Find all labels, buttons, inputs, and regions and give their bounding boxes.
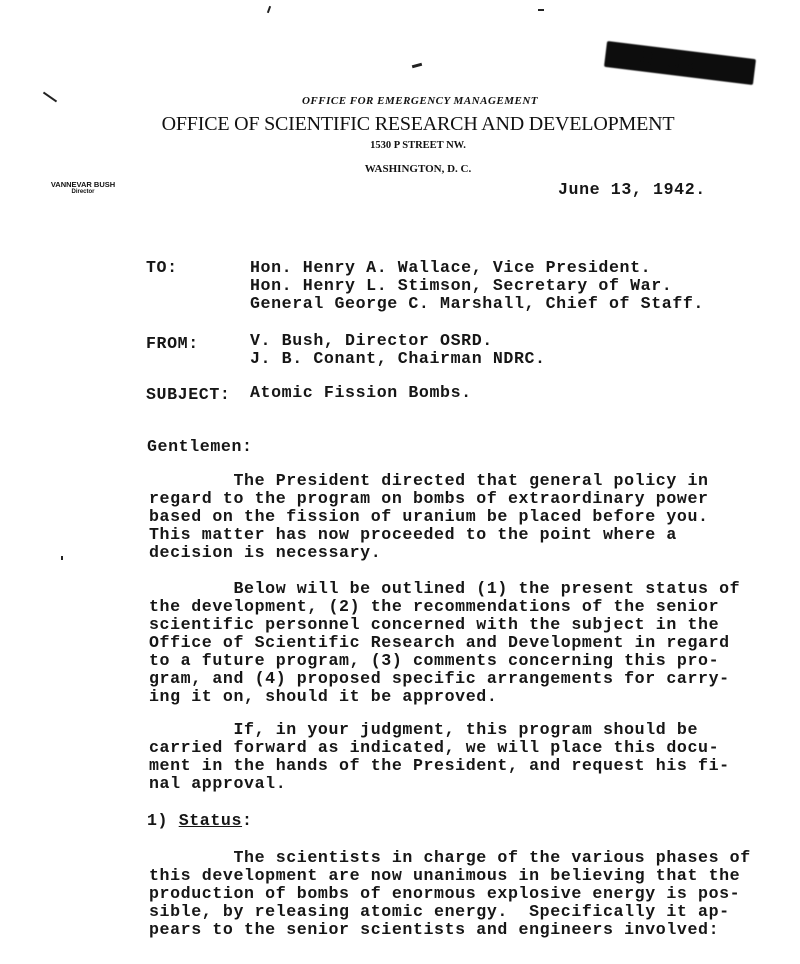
paragraph-line: Below will be outlined (1) the present status of xyxy=(149,579,741,598)
salutation: Gentlemen: xyxy=(147,437,253,456)
subject-text: Atomic Fission Bombs. xyxy=(250,383,472,402)
to-label: TO: xyxy=(146,258,178,277)
office-city: WASHINGTON, D. C. xyxy=(364,163,472,175)
subject-label: SUBJECT: xyxy=(146,385,231,404)
office-name: OFFICE OF SCIENTIFIC RESEARCH AND DEVELOPMENT xyxy=(161,113,675,135)
paragraph-line: carried forward as indicated, we will place this docu- xyxy=(149,738,720,757)
paragraph-line: pears to the senior scientists and engineers involved: xyxy=(149,920,720,939)
paragraph-line: based on the fission of uranium be placed before you. xyxy=(149,507,709,526)
scan-speck xyxy=(538,9,544,11)
paragraph-line: This matter has now proceeded to the point where a xyxy=(149,525,677,544)
paragraph-line: ing it on, should it be approved. xyxy=(149,687,498,706)
paragraph-line: production of bombs of enormous explosive energy is pos- xyxy=(149,884,741,903)
paragraph-line: regard to the program on bombs of extraordinary power xyxy=(149,489,709,508)
letter-date: June 13, 1942. xyxy=(558,180,706,199)
director-name: VANNEVAR BUSH xyxy=(50,180,116,189)
scan-speck xyxy=(61,556,63,560)
paragraph-line: this development are now unanimous in believing that the xyxy=(149,866,741,885)
scan-speck xyxy=(267,6,271,13)
to-recipient: Hon. Henry L. Stimson, Secretary of War. xyxy=(250,276,673,295)
office-address: 1530 P STREET NW. xyxy=(370,140,466,151)
scan-speck xyxy=(412,63,422,68)
paragraph-line: nal approval. xyxy=(149,774,287,793)
section-number: 1) xyxy=(147,811,179,830)
from-label: FROM: xyxy=(146,334,199,353)
agency-name: OFFICE FOR EMERGENCY MANAGEMENT xyxy=(301,95,539,107)
paragraph-line: to a future program, (3) comments concerning this pro- xyxy=(149,651,720,670)
section-title: Status xyxy=(178,811,243,830)
paragraph-line: The scientists in charge of the various phases of xyxy=(149,848,751,867)
from-sender: J. B. Conant, Chairman NDRC. xyxy=(250,349,546,368)
paragraph-line: Office of Scientific Research and Development in regard xyxy=(149,633,730,652)
paragraph-line: If, in your judgment, this program should be xyxy=(149,720,699,739)
director-block xyxy=(48,180,118,195)
from-sender: V. Bush, Director OSRD. xyxy=(250,331,493,350)
paragraph-line: sible, by releasing atomic energy. Specifically it ap- xyxy=(149,902,730,921)
to-recipient: Hon. Henry A. Wallace, Vice President. xyxy=(250,258,652,277)
paragraph-line: gram, and (4) proposed specific arrangements for carry- xyxy=(149,669,730,688)
director-title: Director xyxy=(71,189,95,195)
section-colon: : xyxy=(242,811,253,830)
to-recipient: General George C. Marshall, Chief of Staff. xyxy=(250,294,704,313)
paragraph-line: scientific personnel concerned with the subject in the xyxy=(149,615,720,634)
paragraph-line: decision is necessary. xyxy=(149,543,382,562)
classification-stamp: SECRET xyxy=(604,41,756,85)
paragraph-line: The President directed that general policy in xyxy=(149,471,709,490)
paragraph-line: ment in the hands of the President, and request his fi- xyxy=(149,756,730,775)
paragraph-line: the development, (2) the recommendations of the senior xyxy=(149,597,720,616)
section-heading xyxy=(147,811,253,830)
